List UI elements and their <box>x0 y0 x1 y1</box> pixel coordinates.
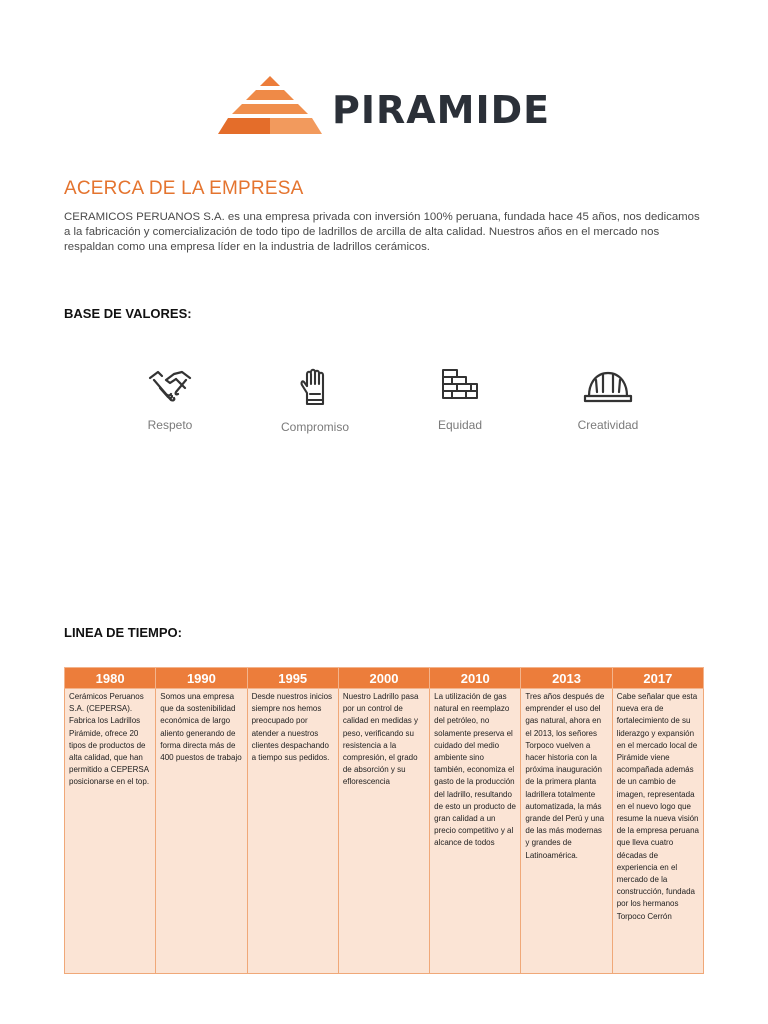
timeline-text-row <box>65 689 704 974</box>
values-row <box>100 368 700 448</box>
value-respeto <box>100 368 240 432</box>
about-title: ACERCA DE LA EMPRESA <box>64 178 304 199</box>
value-label: Equidad <box>437 418 483 432</box>
handshake-icon <box>148 368 192 404</box>
timeline-text: Cabe señalar que esta nueva era de fortalecimiento de su liderazgo y expansión en el mercado local de Pirámide viene acompañada además de un cambio de imagen, representada en el nuevo logo que resume la nueva visión de la empresa peruana que lleva cuatro décadas de experiencia en el mercado de la construcción, fundada por los hermanos Torpoco Cerrón <box>612 689 703 974</box>
timeline-text: Desde nuestros inicios siempre nos hemos preocupado por atender a nuestros clientes despachando a tiempo sus pedidos. <box>247 689 338 974</box>
values-heading: BASE DE VALORES: <box>64 306 192 321</box>
timeline-year: 2013 <box>521 668 612 689</box>
about-text: CERAMICOS PERUANOS S.A. es una empresa privada con inversión 100% peruana, fundada hace 45 años, nos dedicamos a la fabricación y comercialización de todo tipo de ladrillos de arcilla de alta calidad. Nuestros años en el mercado nos respaldan como una empresa líder en la industria de ladrillos cerámicos. <box>64 211 700 253</box>
pyramid-logo-icon <box>218 74 322 136</box>
company-logo <box>218 74 558 138</box>
timeline-text: Cerámicos Peruanos S.A. (CEPERSA). Fabrica los Ladrillos Pirámide, ofrece 20 tipos de productos de alta calidad, que han permitido a CEPERSA posicionarse en el top. <box>65 689 156 974</box>
timeline-text: Nuestro Ladrillo pasa por un control de calidad en medidas y peso, verificando su resistencia a la compresión, el grado de absorción y su eflorescencia <box>338 689 429 974</box>
value-compromiso <box>245 368 385 434</box>
value-creatividad <box>538 368 678 432</box>
logo-wordmark: PIRAMIDE <box>332 88 551 132</box>
timeline-year: 1980 <box>65 668 156 689</box>
timeline-year-row <box>65 668 704 689</box>
timeline-year: 2017 <box>612 668 703 689</box>
timeline-text: Somos una empresa que da sostenibilidad económica de largo aliento generando de forma directa más de 400 puestos de trabajo <box>156 689 247 974</box>
value-label: Creatividad <box>577 418 639 432</box>
hard-hat-icon <box>583 368 633 404</box>
glove-icon <box>300 368 330 406</box>
timeline-year: 2000 <box>338 668 429 689</box>
value-label: Respeto <box>147 418 193 432</box>
value-label: Compromiso <box>280 420 349 434</box>
timeline-year: 2010 <box>430 668 521 689</box>
value-equidad <box>390 368 530 432</box>
timeline-heading: LINEA DE TIEMPO: <box>64 625 182 640</box>
timeline-table <box>64 667 704 974</box>
timeline-year: 1995 <box>247 668 338 689</box>
timeline-text: Tres años después de emprender el uso del gas natural, ahora en el 2013, los señores Torpoco vuelven a hacer historia con la próxima inauguración de la primera planta ladrillera totalmente automatizada, la más grande del Perú y una de las más modernas y grandes de Latinoamérica. <box>521 689 612 974</box>
timeline-text: La utilización de gas natural en reemplazo del petróleo, no solamente preserva el cuidado del medio ambiente sino también, economiza el gasto de la producción del ladrillo, resultando de esto un producto de gran calidad a un precio competitivo y al alcance de todos <box>430 689 521 974</box>
timeline-year: 1990 <box>156 668 247 689</box>
brick-wall-icon <box>441 368 479 404</box>
